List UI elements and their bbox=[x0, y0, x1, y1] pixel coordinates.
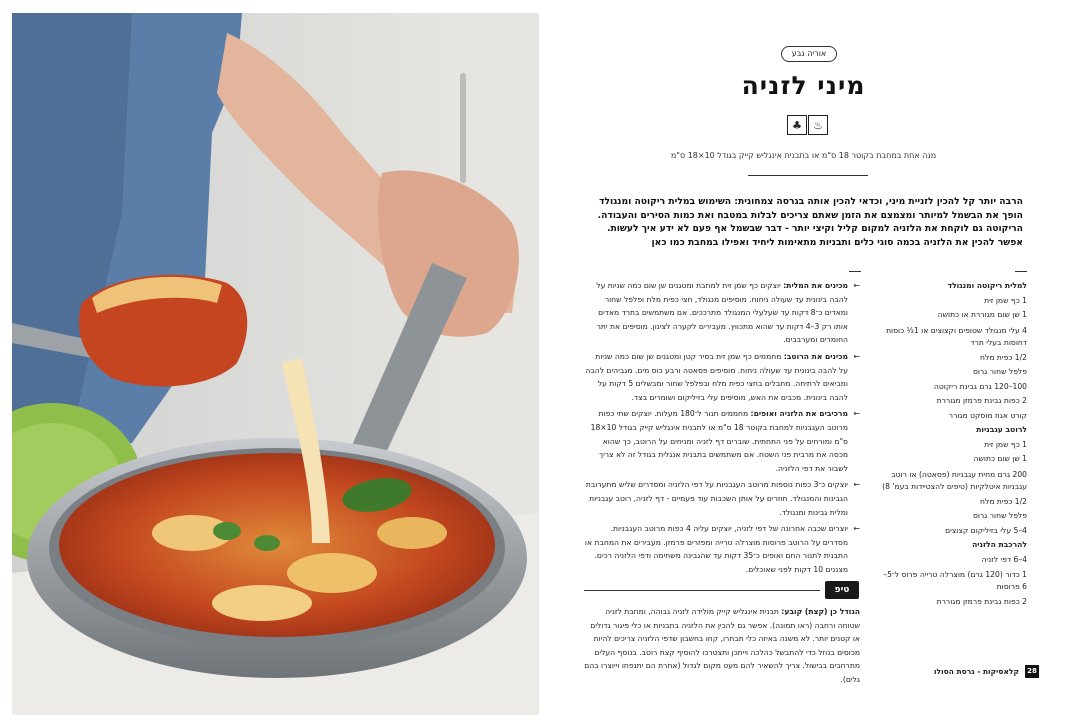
ingredients-divider bbox=[1015, 271, 1027, 272]
step-lead: מרכיבים את הלזניה ואופים: bbox=[750, 409, 848, 419]
serving-info: מנה אחת במחבת בקוטר 18 ס"מ או בתבנית אינגליש קייק בגודל 10×18 ס"מ bbox=[670, 151, 937, 160]
section-name: קלאסיקות - גרסת הסולו bbox=[933, 667, 1019, 676]
ingredient-item: 4–6 דפי לזניה bbox=[981, 554, 1027, 564]
step-text: יוצקים כ־3 כפות נוספות מרוטב העגבניות על דפי הלזניה ומסדרים שליש מתערובת הגבינות והמנגולד. חוזרים על אותן השכבות עוד פעמיים - דף לזניה, רוטב עגבניות ומלית גבינות ומנגולד. bbox=[585, 480, 848, 517]
step bbox=[584, 279, 860, 347]
step-lead: מכינים את הרוטב: bbox=[783, 351, 848, 361]
step-text: יוצרים שכבה אחרונה של דפי לזניה, יוצקים עליה 4 כפות מרוטב העגבניות. מסדרים על הרוטב פרוסות מוצרלה טרייה ומפזרים פרמזן. מעבירים את המחבת או התבנית לתנור החם ואופים כ־35 דקות עד שהגבינה משחימה ודפי הלזניה רכים. מצננים 10 דקות לפני שאוכלים. bbox=[584, 524, 848, 574]
ingredient-group-sauce bbox=[879, 423, 1027, 538]
ingredient-item: קורט אגוז מוסקט מגורר bbox=[948, 410, 1027, 420]
step bbox=[584, 350, 860, 404]
author-badge: אוריה גבע bbox=[781, 46, 837, 62]
tip-text: תבנית אינגליש קייק מולידה לזניה גבוהה, ומחבת לזניה שטוחה ורחבה (ראו תמונה). אפשר גם להכין את הלזניה בתבניות או כלי פיגור גדולים או קטנים יותר. לא משנה באיזה כלי תבחרו, קחו בחשבון שדפי הלזניה צריכים להיות מכוסים בנוזל כדי להתבשל כהלכה וייתכן ותצטרכו להוסיף קצת רוטב. בנוסף העלים מתרחבים בבישול. צריך להשאיר להם מעט מקום לגדול (אחרת הם יתנפחו וייוצרו בהם גלים). bbox=[584, 607, 860, 684]
recipe-page bbox=[539, 13, 1068, 715]
ingredient-group-filling bbox=[879, 279, 1027, 423]
page-footer bbox=[929, 665, 1039, 678]
step-text: מחממים כף שמן זית בסיר קטן ומטגנים שן שום כמה שניות על להבה בינונית עד שעולה ניחוח. מוסיפים פסאטה ורבע כוס מים. מגביהים להבה ומביאים לרתיחה. מתבלים בחצי כפית מלח ובפלפל שחור ומבשלים 5 דקות על להבה בינונית. מכבים את האש, מוסיפים עלי בזיליקום ושומרים בצד. bbox=[585, 351, 848, 402]
arrow-icon: ← bbox=[853, 480, 860, 490]
steps-divider bbox=[849, 271, 861, 272]
step-lead: מכינים את המלית: bbox=[783, 281, 848, 290]
vegetarian-icon: ♣ bbox=[787, 115, 807, 135]
step-text: יוצקים כף שמן זית למחבת ומטגנים שן שום כמה שניות על להבה בינונית עד שעולה ניחוח. מוסיפים מנגולד, חצי כפית מלח ופלפל שחור ומאדים כ־8 דקות עד שעלעלי המנגולד מתרככים. אם משתמשים בתרד מאדים אותו רק 3–4 דקות עד שהוא מתכווץ. מעבירים לקערה לצינון. מוסיפים את יתר החומרים ומערבבים. bbox=[596, 281, 848, 345]
ingredients-column bbox=[879, 279, 1027, 610]
ingredient-item: פלפל שחור גרוס bbox=[972, 511, 1027, 520]
arrow-icon: ← bbox=[853, 351, 860, 361]
arrow-icon: ← bbox=[853, 524, 860, 534]
ingredient-item: פלפל שחור גרוס bbox=[972, 367, 1027, 376]
tip-badge: טיפ bbox=[825, 581, 859, 599]
step bbox=[584, 522, 860, 576]
ingredient-heading: להרכבת הלזניה bbox=[972, 540, 1027, 549]
diet-icons bbox=[787, 115, 829, 135]
ingredient-item: 100–120 גרם גבינת ריקוטה bbox=[933, 381, 1027, 391]
ingredient-item: 4 עלי מנגולד שטופים וקצוצים או 1½ כוסות דחוסות בעלי תרד bbox=[886, 325, 1027, 347]
recipe-title: מיני לזניה bbox=[741, 71, 866, 100]
tip-lead: הגודל כן (קצת) קובע: bbox=[781, 607, 860, 616]
ingredient-item: 200 גרם מחית עגבניות (פסאטה) או רוטב עגבניות איטלקיות (טיפים להצטיידות בעמ' 8) bbox=[882, 469, 1027, 491]
ingredient-item: 1 שן שום מגוררת או כתושה bbox=[937, 310, 1027, 319]
ingredient-group-assembly bbox=[879, 538, 1027, 610]
ingredient-item: 1 כדור (120 גרם) מוצרלה טרייה פרוס ל־5–6 פרוסות bbox=[883, 570, 1027, 591]
ingredient-item: 1/2 כפית מלח bbox=[980, 496, 1027, 506]
ingredient-item: 2 כפות גבינת פרמזן מגוררת bbox=[936, 597, 1027, 606]
ingredient-heading: למלית ריקוטה ומנגולד bbox=[947, 281, 1027, 290]
ingredient-item: 1/2 כפית מלח bbox=[980, 352, 1027, 362]
step bbox=[584, 478, 860, 519]
ingredient-heading: לרוטב עגבניות bbox=[976, 425, 1027, 434]
ingredient-item: 1 כף שמן זית bbox=[984, 295, 1027, 305]
ingredient-item: 1 כף שמן זית bbox=[984, 439, 1027, 449]
lasagna-photo bbox=[12, 13, 539, 715]
ingredient-item: 4–5 עלי בזיליקום קצוצים bbox=[945, 525, 1027, 535]
arrow-icon: ← bbox=[853, 409, 860, 419]
tip-divider bbox=[584, 590, 820, 591]
tip-paragraph bbox=[584, 605, 860, 687]
steps-column bbox=[584, 279, 860, 579]
step-text: מחממים תנור ל־180 מעלות. יוצקים שתי כפות מרוטב העגבניות למחבת בקוטר 18 ס"מ או לתבנית אינגליש קייק בגודל 10×18 ס"מ ומורחים על פני התחתית. שוברים דף לזניה ומניחים על הרוטב, כך שהוא מכסה את מרבית פני השטח. אם משתמשים בתבנית אנגלית בגודל זה לא צריך לשבור את דפי הלזניה. bbox=[590, 409, 848, 473]
step bbox=[584, 407, 860, 475]
photo-illustration bbox=[12, 13, 539, 715]
arrow-icon: ← bbox=[853, 281, 860, 290]
divider bbox=[748, 175, 868, 176]
oven-icon: ♨ bbox=[808, 115, 828, 135]
book-spread bbox=[12, 13, 1068, 715]
ingredient-item: 2 כפות גבינת פרמזן מגוררת bbox=[936, 396, 1027, 405]
intro-paragraph: הרבה יותר קל להכין לזניית מיני, וכדאי להכין אותה בגרסה צמחונית: השימוש במלית ריקוטה ומנגולד הופך את הבשמל למיותר ומצמצם את הזמן שאתם צריכים לבלות במטבח ואת כמות הסירים והעבודה. הריקוטה גם לוקחת את הלזניה למקום קליל וקיצי יותר - דבר שבשמל אף פעם לא ידע איך לעשות. אפשר להכין את הלזניה בכמה סוגי כלים ותבניות מתאימות ליחיד ואפילו במחבת כמו כאן bbox=[597, 196, 1023, 248]
page-number: 28 bbox=[1025, 665, 1039, 678]
ingredient-item: 1 שן שום כתושה bbox=[973, 454, 1027, 463]
